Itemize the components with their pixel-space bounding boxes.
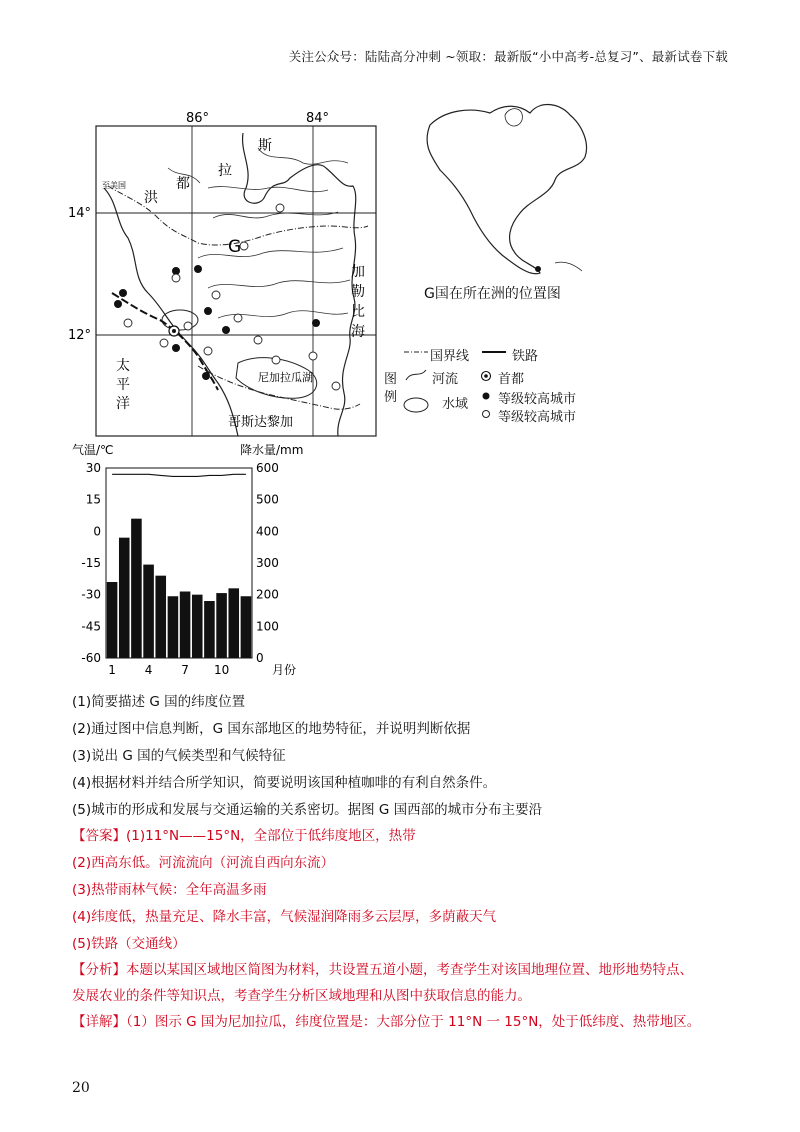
precip-bar-8 (192, 595, 203, 658)
to-usa-label: 至美国 (102, 181, 126, 190)
analysis-text-1: 本题以某国区域地区简图为材料，共设置五道小题，考查学生对该国地理位置、地形地势特点、 (126, 962, 693, 978)
precipitation-ticks (256, 461, 279, 665)
inset-map (410, 95, 610, 290)
question-1: (1)简要描述 G 国的纬度位置 (72, 694, 246, 710)
south-neighbor-label: 哥斯达黎加 (228, 415, 294, 430)
detail-tag: 【详解】 (72, 1014, 126, 1030)
neighbor-char-4: 斯 (258, 138, 272, 154)
lon-label-84: 84° (306, 111, 330, 126)
answer-tag: 【答案】 (72, 828, 126, 844)
lat-label-12: 12° (68, 328, 92, 343)
climate-chart (68, 440, 318, 680)
lat-label-14: 14° (68, 206, 92, 221)
analysis-text-2: 发展农业的条件等知识点，考查学生分析区域地理和从图中获取信息的能力。 (72, 988, 531, 1004)
lon-label-86: 86° (186, 111, 210, 126)
precip-bar-12 (241, 596, 252, 658)
temperature-ticks (81, 461, 101, 665)
precip-tick-label: 0 (256, 651, 264, 665)
month-tick-label: 4 (144, 663, 153, 677)
precip-tick-label: 600 (256, 461, 279, 475)
precip-bar-6 (168, 596, 179, 658)
page-header: 关注公众号：陆陆高分冲刺 ~领取：最新版“小中高考-总复习”、最新试卷下载 (288, 49, 728, 64)
sea-char-3: 比 (351, 304, 365, 320)
answer-2: (2)西高东低。河流流向（河流自西向东流） (72, 855, 335, 871)
detail-text: （1）图示 G 国为尼加拉瓜，纬度位置是：大部分位于 11°N 一 15°N，处于低纬度、热带地区。 (126, 1014, 701, 1030)
sea-char-2: 勒 (351, 284, 365, 300)
temp-tick-label: 0 (93, 524, 101, 539)
month-tick-label: 1 (108, 663, 116, 677)
legend-high-city: 等级较高城市 (498, 392, 577, 407)
analysis-line-1 (72, 958, 693, 978)
precip-bar-3 (131, 519, 142, 658)
detail-line (72, 1010, 700, 1030)
ocean-char-2: 平 (116, 377, 130, 393)
g-location-marker (535, 266, 541, 272)
precipitation-bars (107, 519, 251, 658)
precip-tick-label: 500 (256, 492, 279, 507)
sea-char-1: 加 (351, 264, 365, 280)
temp-tick-label: -30 (81, 587, 101, 602)
precip-bar-1 (107, 582, 118, 658)
temp-tick-label: -45 (81, 619, 101, 634)
answer-4: (4)纬度低，热量充足、降水丰富，气候湿润降雨多云层厚，多荫蔽天气 (72, 909, 497, 925)
lake-label: 尼加拉瓜湖 (258, 371, 313, 384)
legend-title-1: 图 (384, 372, 398, 387)
precip-tick-label: 100 (256, 619, 279, 634)
precip-bar-4 (143, 565, 154, 658)
neighbor-char-2: 都 (176, 176, 190, 192)
answer-3: (3)热带雨林气候：全年高温多雨 (72, 882, 267, 898)
inset-caption-text: G国在所在洲的位置图 (424, 286, 561, 302)
north-america-outline (427, 105, 586, 274)
neighbor-char-3: 拉 (218, 163, 232, 179)
precip-bar-9 (204, 601, 215, 658)
precip-tick-label: 400 (256, 524, 279, 539)
answer-1: (1)11°N——15°N，全部位于低纬度地区，热带 (126, 828, 416, 844)
precip-bar-11 (228, 588, 239, 658)
legend-capital: 首都 (498, 372, 525, 387)
x-axis-label: 月份 (272, 663, 297, 677)
answer-5: (5)铁路（交通线） (72, 936, 186, 952)
question-4: (4)根据材料并结合所学知识，简要说明该国种植咖啡的有利自然条件。 (72, 775, 497, 791)
precip-tick-label: 300 (256, 556, 279, 570)
month-ticks (108, 663, 229, 677)
legend-water: 水域 (442, 397, 469, 412)
ocean-char-3: 洋 (116, 396, 130, 412)
ocean-char-1: 太 (116, 358, 130, 374)
legend-railway: 铁路 (512, 349, 539, 364)
capital-marker (169, 326, 179, 336)
legend-river: 河流 (432, 372, 459, 387)
precip-bar-10 (216, 593, 227, 658)
question-2: (2)通过图中信息判断，G 国东部地区的地势特征，并说明判断依据 (72, 721, 471, 737)
answer-line-1 (72, 824, 416, 844)
temp-tick-label: 15 (85, 492, 101, 507)
country-map (68, 108, 388, 440)
temp-tick-label: -60 (81, 651, 101, 665)
month-tick-label: 10 (213, 663, 230, 677)
temp-tick-label: 30 (85, 461, 101, 475)
temperature-curve (112, 474, 246, 476)
precip-bar-2 (119, 538, 130, 658)
country-label-g: G (228, 237, 242, 257)
analysis-tag: 【分析】 (72, 962, 126, 978)
sea-char-4: 海 (351, 324, 365, 340)
legend-low-city: 等级较高城市 (498, 410, 577, 425)
precip-tick-label: 200 (256, 587, 279, 602)
neighbor-char-1: 洪 (144, 190, 158, 206)
page-number: 20 (72, 1080, 90, 1096)
precip-bar-5 (155, 576, 166, 658)
legend-border: 国界线 (430, 349, 470, 364)
question-5: (5)城市的形成和发展与交通运输的关系密切。据图 G 国西部的城市分布主要沿 (72, 802, 543, 818)
question-3: (3)说出 G 国的气候类型和气候特征 (72, 748, 286, 764)
temp-tick-label: -15 (81, 556, 101, 570)
precip-bar-7 (180, 592, 191, 659)
y-left-label: 气温/℃ (72, 443, 114, 457)
legend-title-2: 例 (384, 390, 398, 405)
month-tick-label: 7 (181, 663, 189, 677)
y-right-label: 降水量/mm (240, 443, 304, 457)
caribbean-islands (555, 262, 582, 271)
